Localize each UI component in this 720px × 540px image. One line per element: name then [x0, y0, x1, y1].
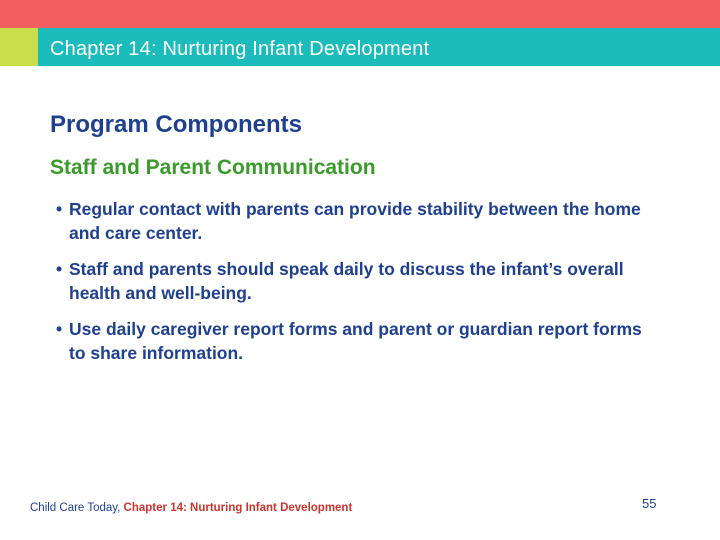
bullet-item — [56, 317, 656, 365]
header-side-accent — [0, 28, 38, 66]
chapter-title: Chapter 14: Nurturing Infant Development — [50, 38, 430, 60]
bullet-marker: • — [56, 319, 63, 339]
bullet-text: Staff and parents should speak daily to discuss the infant’s overall health and well-being. — [69, 259, 624, 303]
footer-book-title: Child Care Today, — [30, 502, 124, 514]
bullet-marker: • — [56, 259, 63, 279]
footer — [30, 502, 352, 514]
bullet-list — [56, 197, 656, 377]
top-accent-bar — [0, 0, 720, 28]
footer-chapter: Chapter 14: Nurturing Infant Development — [123, 502, 353, 514]
bullet-text: Use daily caregiver report forms and parent or guardian report forms to share information. — [69, 319, 642, 363]
page-number: 55 — [642, 496, 657, 511]
slide-title: Program Components — [50, 111, 303, 138]
bullet-marker: • — [56, 199, 63, 219]
bullet-item — [56, 197, 656, 245]
bullet-text: Regular contact with parents can provide stability between the home and care center. — [69, 199, 641, 243]
slide-subtitle: Staff and Parent Communication — [50, 156, 376, 179]
bullet-item — [56, 257, 656, 305]
